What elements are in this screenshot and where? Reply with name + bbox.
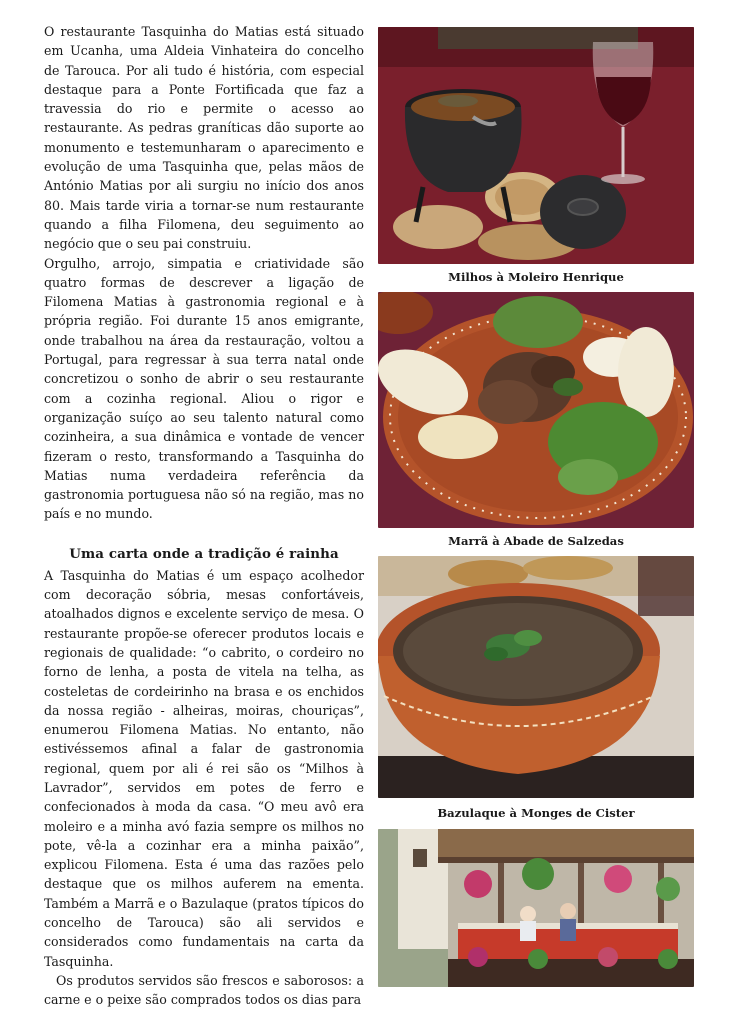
- caption-photo-1: Milhos à Moleiro Henrique: [448, 270, 624, 284]
- caption-photo-2: Marrã à Abade de Salzedas: [448, 534, 624, 548]
- photo-milhos-pot: [378, 27, 694, 264]
- photo-marra-plate: [378, 292, 694, 528]
- paragraph-products: Os produtos servidos são frescos e saborosos: a carne e o peixe são comprados todos os dias para: [44, 972, 364, 1008]
- section-title: Uma carta onde a tradição é rainha: [69, 545, 339, 562]
- article-text-column: [44, 22, 364, 1010]
- paragraph-menu: A Tasquinha do Matias é um espaço acolhedor com decoração sóbria, mesas confortáveis, atoalhados dignos e excelente serviço de mesa. O restaurante propõe-se oferecer produtos locais e regionais de qualidade: “o cabrito, o cordeiro no forno de lenha, a posta de vitela na telha, as costeletas de cordeirinho na brasa e os enchidos da nossa região - alheiras, moiras, chouriças”, enumerou Filomena Matias. No entanto, não estivéssemos afinal a falar de gastronomia regional, quem por ali é rei são os “Milhos à Lavrador”, servidos em potes de ferro e confecionados à moda da casa. “O meu avô era moleiro e a minha avó fazia sempre os milhos no pote, vê-la a cozinhar era a minha paixão”, explicou Filomena. Esta é uma das razões pelo destaque que os milhos auferem na ementa. Também a Marrã e o Bazulaque (pratos típicos do concelho de Tarouca) são ali servidos e considerados como fundamentais na carta da Tasquinha.: [44, 567, 364, 969]
- paragraph-filomena: Orgulho, arrojo, simpatia e criatividade são quatro formas de descrever a ligação de Filomena Matias à gastronomia regional e à própria região. Foi durante 15 anos emigrante, onde trabalhou na área da restauração, voltou a Portugal, para regressar à sua terra natal onde concretizou o sonho de abrir o seu restaurante com a cozinha regional. Aliou o rigor e organização suíço ao seu talento natural como cozinheira, a sua dinâmica e vontade de vencer fizeram o resto, transformando a Tasquinha do Matias numa verdadeira referência da gastronomia portuguesa não só na região, mas no país e no mundo.: [44, 255, 364, 522]
- paragraph-intro: O restaurante Tasquinha do Matias está situado em Ucanha, uma Aldeia Vinhateira do concelho de Tarouca. Por ali tudo é história, com especial destaque para a Ponte Fortificada que faz a travessia do rio e permite o acesso ao restaurante. As pedras graníticas dão suporte ao monumento e testemunharam o aparecimento e evolução de uma Tasquinha que, pelas mãos de António Matias por ali surgiu no início dos anos 80. Mais tarde viria a tornar-se num restaurante quando a filha Filomena, deu seguimento ao negócio que o seu pai construiu.: [44, 24, 364, 252]
- photo-restaurant-terrace: [378, 829, 694, 987]
- photo-bazulaque-bowl: [378, 556, 694, 798]
- caption-photo-3: Bazulaque à Monges de Cister: [437, 806, 635, 820]
